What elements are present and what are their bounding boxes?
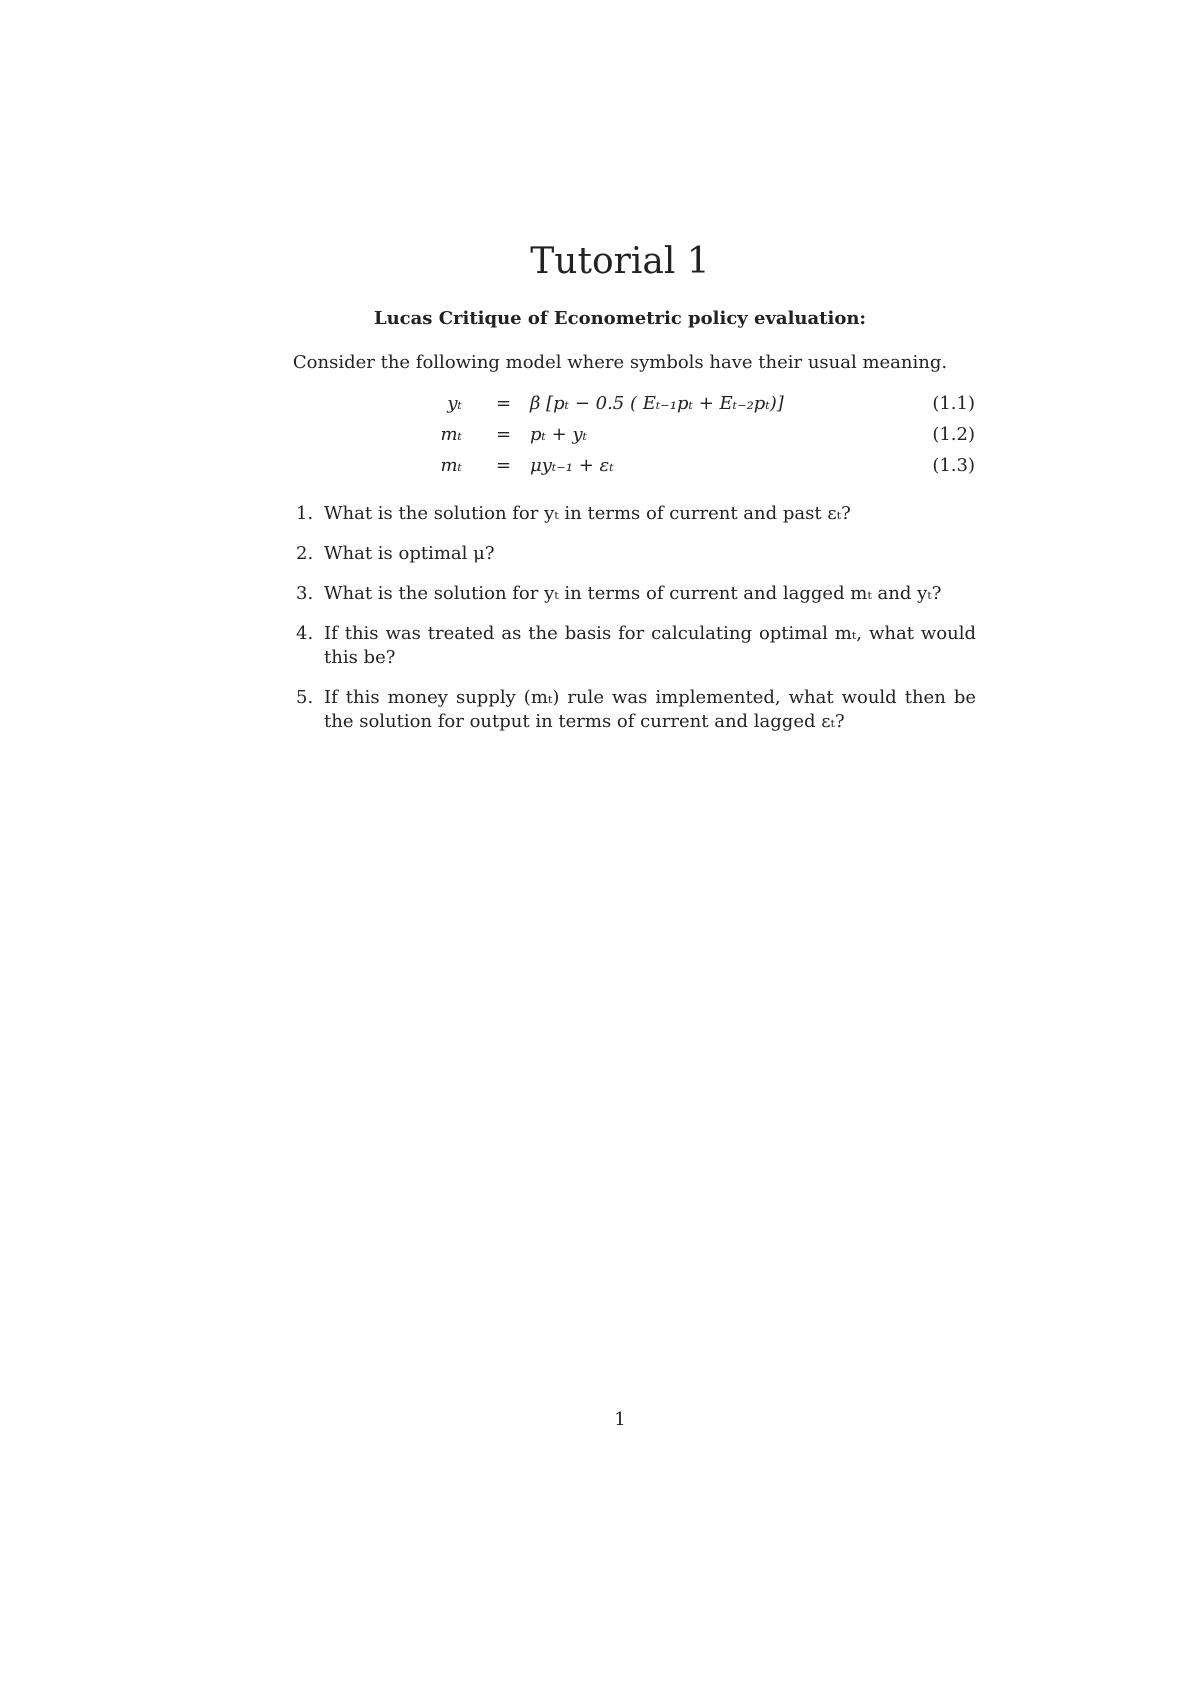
document-title: Tutorial 1 [530, 241, 710, 282]
equation-operator: = [496, 393, 512, 414]
question-text: What is the solution for yₜ in terms of current and past εₜ? [324, 503, 851, 524]
equation-row [420, 454, 975, 485]
question-item [296, 542, 976, 566]
question-number: 2. [296, 543, 314, 564]
question-item [296, 502, 976, 526]
equation-operator: = [496, 424, 512, 445]
question-text: If this was treated as the basis for calculating optimal mₜ, what would this be? [324, 623, 976, 668]
equation-rhs: μyₜ₋₁ + εₜ [530, 455, 614, 476]
section-heading: Lucas Critique of Econometric policy evaluation: [373, 308, 867, 329]
question-item [296, 622, 976, 670]
equation-rhs: pₜ + yₜ [530, 424, 588, 445]
equation-row [420, 392, 975, 423]
equation-row [420, 423, 975, 454]
equation-number: (1.3) [932, 455, 975, 476]
question-item [296, 686, 976, 734]
question-number: 3. [296, 583, 314, 604]
question-text: If this money supply (mₜ) rule was implemented, what would then be the solution for output in terms of current and lagged εₜ? [324, 687, 976, 732]
equation-rhs: β [pₜ − 0.5 ( Eₜ₋₁pₜ + Eₜ₋₂pₜ)] [530, 393, 784, 414]
question-text: What is the solution for yₜ in terms of current and lagged mₜ and yₜ? [324, 583, 942, 604]
question-text: What is optimal μ? [324, 543, 495, 564]
question-number: 1. [296, 503, 314, 524]
equation-lhs: mₜ [440, 455, 462, 476]
equation-number: (1.2) [932, 424, 975, 445]
question-number: 5. [296, 687, 314, 708]
question-number: 4. [296, 623, 314, 644]
equation-lhs: mₜ [440, 424, 462, 445]
page-number: 1 [614, 1409, 626, 1430]
question-item [296, 582, 976, 606]
intro-paragraph: Consider the following model where symbols have their usual meaning. [292, 352, 948, 373]
equation-array [420, 392, 975, 485]
equation-operator: = [496, 455, 512, 476]
equation-number: (1.1) [932, 393, 975, 414]
question-list [296, 502, 976, 750]
equation-lhs: yₜ [447, 393, 462, 414]
